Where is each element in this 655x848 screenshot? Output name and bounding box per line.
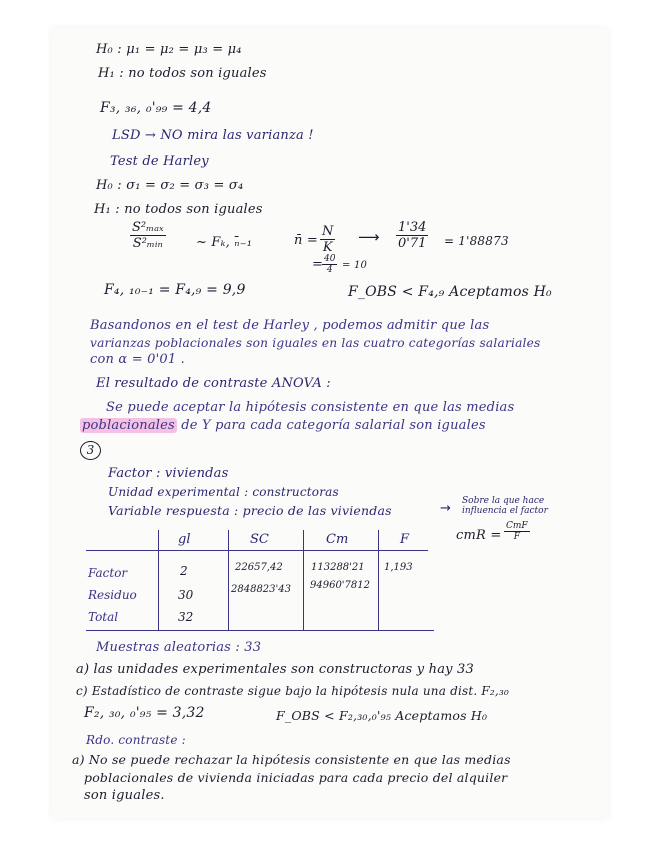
f-obs-comparison: F_OBS < F₄,₉ Aceptamos H₀ [348,284,552,300]
table-col-rule-4 [378,530,379,630]
table-cell-sc: 2848823'43 [231,584,292,595]
highlighted-word: poblacionales [82,418,175,433]
h0-means: H₀ : μ₁ = μ₂ = μ₃ = μ₄ [96,42,242,57]
final-conclusion-line-3: son iguales. [84,788,165,803]
final-conclusion-line-1: a) No se puede rechazar la hipótesis consistente en que las medias [72,752,511,767]
rdo-contraste-title: Rdo. contraste : [86,733,186,747]
cmr-label: cmR = [456,528,502,543]
table-cell-gl: 32 [178,610,194,624]
ratio-result: = 1'88873 [444,234,509,248]
h1-means: H₁ : no todos son iguales [98,66,267,81]
nbar-calc-fraction: $\frac{40}{4}$ [324,254,336,275]
section-number-circle: 3 [80,441,101,460]
ratio-fraction: $\frac{1'34}{0'71}$ [398,220,427,251]
item-c-line: c) Estadístico de contraste sigue bajo la hipótesis nula una dist. F₂,₃₀ [76,684,509,698]
table-header-sc: SC [250,532,269,547]
lsd-note: LSD → NO mira las varianza ! [112,128,314,143]
nbar-fraction: $\frac{N}{K}$ [322,224,334,255]
conclusion-line-1: Basandonos en el test de Harley , podemos admitir que las [90,318,490,333]
table-cell-cm: 94960'7812 [310,580,371,591]
table-cell-gl: 2 [180,564,188,578]
table-header-cm: Cm [326,532,349,547]
conclusion-line-2: varianzas poblacionales son iguales en las cuatro categorías salariales [90,336,541,350]
table-header-gl: gl [178,532,191,547]
table-cell-gl: 30 [178,588,194,602]
factor-line: Factor : viviendas [108,466,229,481]
table-cell-f: 1,193 [384,562,413,573]
unit-line: Unidad experimental : constructoras [108,485,339,499]
table-header-rule [86,550,428,551]
final-conclusion-line-2: poblacionales de vivienda iniciadas para cada precio del alquiler [84,770,508,785]
hartley-title: Test de Harley [110,154,209,169]
h1-variances: H₁ : no todos son iguales [94,202,263,217]
table-row-label: Factor [88,566,128,580]
nbar-label: n̄ = [294,233,318,248]
side-note-line-2: influencia el factor [462,506,548,516]
table-col-rule-1 [158,530,159,630]
item-a-line: a) las unidades experimentales son constructoras y hay 33 [76,662,474,677]
cmr-fraction: CmF F [506,521,528,542]
nbar-equals: = [312,257,324,272]
table-row-label: Total [88,610,119,624]
side-note-arrow-icon: → [440,501,451,516]
table-row-label: Residuo [88,588,137,602]
conclusion-line-3: con α = 0'01 . [90,352,185,367]
table-cell-sc: 22657,42 [235,562,283,573]
table-col-rule-3 [303,530,304,630]
response-line: Variable respuesta : precio de las viviendas [108,503,392,518]
f-hartley-critical: F₄, ₁₀₋₁ = F₄,₉ = 9,9 [104,282,246,298]
f-critical-value-2: F₂, ₃₀, ₀'₉₅ = 3,32 [84,705,205,721]
f-obs-comparison-2: F_OBS < F₂,₃₀,₀'₉₅ Aceptamos H₀ [276,708,488,723]
nbar-result: = 10 [342,260,368,271]
anova-conclusion-line-2: poblacionales de Y para cada categoría salarial son iguales [82,418,486,433]
muestras-line: Muestras aleatorias : 33 [96,640,262,655]
hartley-distribution: ~ Fₖ, ₙ̄₋₁ [196,235,253,250]
table-cell-cm: 113288'21 [311,562,365,573]
h0-variances: H₀ : σ₁ = σ₂ = σ₃ = σ₄ [96,178,244,193]
table-header-f: F [400,532,410,547]
hartley-fraction: S²ₘₐₓ S²ₘᵢₙ [132,220,164,251]
anova-result-label: El resultado de contraste ANOVA : [96,376,331,391]
side-note-line-1: Sobre la que hace [462,496,545,506]
f-critical-value: F₃, ₃₆, ₀'₉₉ = 4,4 [100,100,212,116]
implies-arrow-icon: ⟶ [358,228,380,246]
table-bottom-rule [86,630,434,631]
table-col-rule-2 [228,530,229,630]
anova-conclusion-line-1: Se puede aceptar la hipótesis consistente en que las medias [106,400,515,415]
